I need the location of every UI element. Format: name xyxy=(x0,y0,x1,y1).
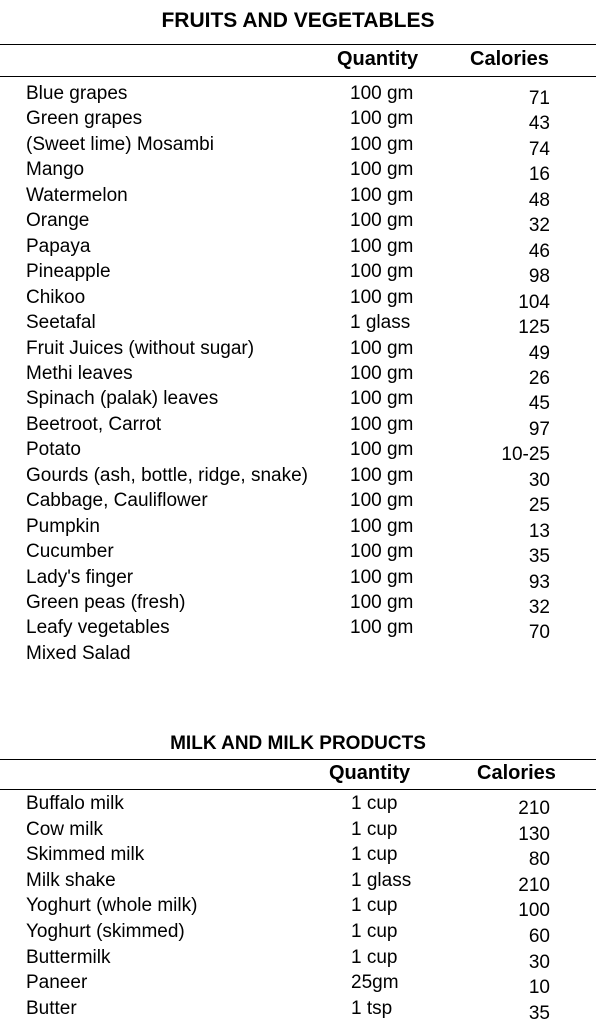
food-name: Milk shake xyxy=(26,869,116,891)
food-quantity: 100 gm xyxy=(350,210,414,232)
milk-quantity-header: Quantity xyxy=(329,762,411,784)
food-name: Mixed Salad xyxy=(26,642,131,664)
food-name: Buffalo milk xyxy=(26,793,124,814)
food-quantity: 100 gm xyxy=(350,261,414,283)
food-quantity: 100 gm xyxy=(350,133,414,155)
food-quantity: 100 gm xyxy=(350,413,414,435)
food-name: Pineapple xyxy=(26,261,111,283)
food-name: Blue grapes xyxy=(26,83,128,104)
food-calories: 80 xyxy=(528,849,550,871)
food-name: Cucumber xyxy=(26,541,114,563)
milk-header-divider xyxy=(0,789,596,790)
food-calories: 45 xyxy=(528,393,550,415)
food-quantity: 100 gm xyxy=(350,108,414,130)
food-calories: 10-25 xyxy=(501,444,550,466)
food-name: Cow milk xyxy=(26,818,104,840)
food-quantity: 100 gm xyxy=(350,286,414,308)
food-calories: 10 xyxy=(528,977,550,999)
food-name: Leafy vegetables xyxy=(26,617,170,639)
food-quantity: 100 gm xyxy=(350,159,414,181)
food-calories: 48 xyxy=(528,189,550,211)
food-name: Yoghurt (whole milk) xyxy=(26,895,198,917)
food-name: Mango xyxy=(26,159,85,181)
table-row xyxy=(0,895,616,920)
food-quantity: 1 cup xyxy=(351,793,398,814)
food-name: Yoghurt (skimmed) xyxy=(26,921,185,942)
milk-products-title: MILK AND MILK PRODUCTS xyxy=(170,733,426,754)
food-name: Orange xyxy=(26,210,90,232)
food-calories: 130 xyxy=(518,823,550,845)
food-quantity: 100 gm xyxy=(350,566,414,588)
table-row xyxy=(0,793,616,818)
food-quantity: 100 gm xyxy=(350,515,414,537)
food-name: Methi leaves xyxy=(26,362,133,384)
food-quantity: 1 cup xyxy=(351,895,398,917)
food-name: Seetafal xyxy=(26,312,96,334)
table-row xyxy=(0,947,616,972)
food-name: Green grapes xyxy=(26,108,143,130)
food-quantity: 100 gm xyxy=(350,464,414,486)
food-quantity: 100 gm xyxy=(350,83,414,104)
food-name: Green peas (fresh) xyxy=(26,592,186,613)
food-name: Cabbage, Cauliflower xyxy=(26,490,208,512)
table-row xyxy=(0,844,616,869)
food-calories: 93 xyxy=(528,571,550,593)
food-name: Lady's finger xyxy=(26,566,134,588)
food-calories: 32 xyxy=(528,597,550,618)
food-name: Beetroot, Carrot xyxy=(26,413,162,435)
food-quantity: 100 gm xyxy=(350,362,414,384)
food-calories: 32 xyxy=(528,215,550,237)
food-name: (Sweet lime) Mosambi xyxy=(26,133,214,155)
food-name: Buttermilk xyxy=(26,946,111,968)
food-calories: 13 xyxy=(528,520,550,542)
food-quantity: 1 cup xyxy=(351,946,398,968)
food-name: Butter xyxy=(26,997,77,1019)
food-calories: 100 xyxy=(518,900,550,922)
food-calories: 70 xyxy=(528,622,550,644)
food-calories: 97 xyxy=(528,418,550,440)
food-calories: 30 xyxy=(528,469,550,491)
milk-calories-header: Calories xyxy=(477,762,556,784)
fruits-calories-header: Calories xyxy=(470,48,549,70)
food-quantity: 1 glass xyxy=(350,312,411,334)
food-name: Potato xyxy=(26,439,81,461)
table-row xyxy=(0,819,616,844)
food-calories: 125 xyxy=(518,317,550,339)
food-calories: 46 xyxy=(528,240,550,262)
food-name: Skimmed milk xyxy=(26,844,145,866)
food-calories: 16 xyxy=(528,164,550,186)
food-quantity: 1 cup xyxy=(351,921,398,942)
food-quantity: 100 gm xyxy=(350,439,414,461)
food-calories: 35 xyxy=(528,546,550,568)
food-calories: 26 xyxy=(528,367,550,389)
food-quantity: 100 gm xyxy=(350,337,414,359)
food-calories: 71 xyxy=(528,88,550,109)
food-calories: 74 xyxy=(528,138,550,160)
food-name: Chikoo xyxy=(26,286,86,308)
food-name: Papaya xyxy=(26,235,91,257)
food-calories: 98 xyxy=(528,266,550,288)
food-calories: 104 xyxy=(518,291,550,313)
fruits-vegetables-title: FRUITS AND VEGETABLES xyxy=(161,9,435,32)
food-calories: 25 xyxy=(528,495,550,517)
table-row xyxy=(0,998,616,1023)
food-quantity: 100 gm xyxy=(350,592,414,613)
table-row xyxy=(0,921,616,946)
food-calories: 43 xyxy=(528,113,550,135)
food-calories: 210 xyxy=(518,798,550,819)
food-calories: 49 xyxy=(528,342,550,364)
food-quantity: 100 gm xyxy=(350,235,414,257)
food-name: Spinach (palak) leaves xyxy=(26,388,219,410)
fruits-quantity-header: Quantity xyxy=(337,48,419,70)
food-quantity: 1 tsp xyxy=(351,997,393,1019)
food-name: Watermelon xyxy=(26,184,128,206)
food-name: Paneer xyxy=(26,972,88,994)
milk-title-divider xyxy=(0,759,596,760)
table-row xyxy=(0,870,616,895)
food-name: Fruit Juices (without sugar) xyxy=(26,337,255,359)
food-calories: 210 xyxy=(518,874,550,896)
food-quantity: 100 gm xyxy=(350,541,414,563)
food-calories: 30 xyxy=(528,951,550,973)
food-quantity: 1 cup xyxy=(351,844,398,866)
food-calories: 60 xyxy=(528,926,550,947)
food-name: Pumpkin xyxy=(26,515,100,537)
table-row xyxy=(0,972,616,997)
food-calories: 35 xyxy=(528,1002,550,1024)
food-quantity: 100 gm xyxy=(350,617,414,639)
food-name: Gourds (ash, bottle, ridge, snake) xyxy=(26,464,308,486)
food-quantity: 100 gm xyxy=(350,184,414,206)
food-quantity: 100 gm xyxy=(350,388,414,410)
food-quantity: 1 glass xyxy=(351,869,412,891)
food-quantity: 1 cup xyxy=(351,818,398,840)
food-quantity: 25gm xyxy=(351,972,399,994)
food-quantity: 100 gm xyxy=(350,490,414,512)
